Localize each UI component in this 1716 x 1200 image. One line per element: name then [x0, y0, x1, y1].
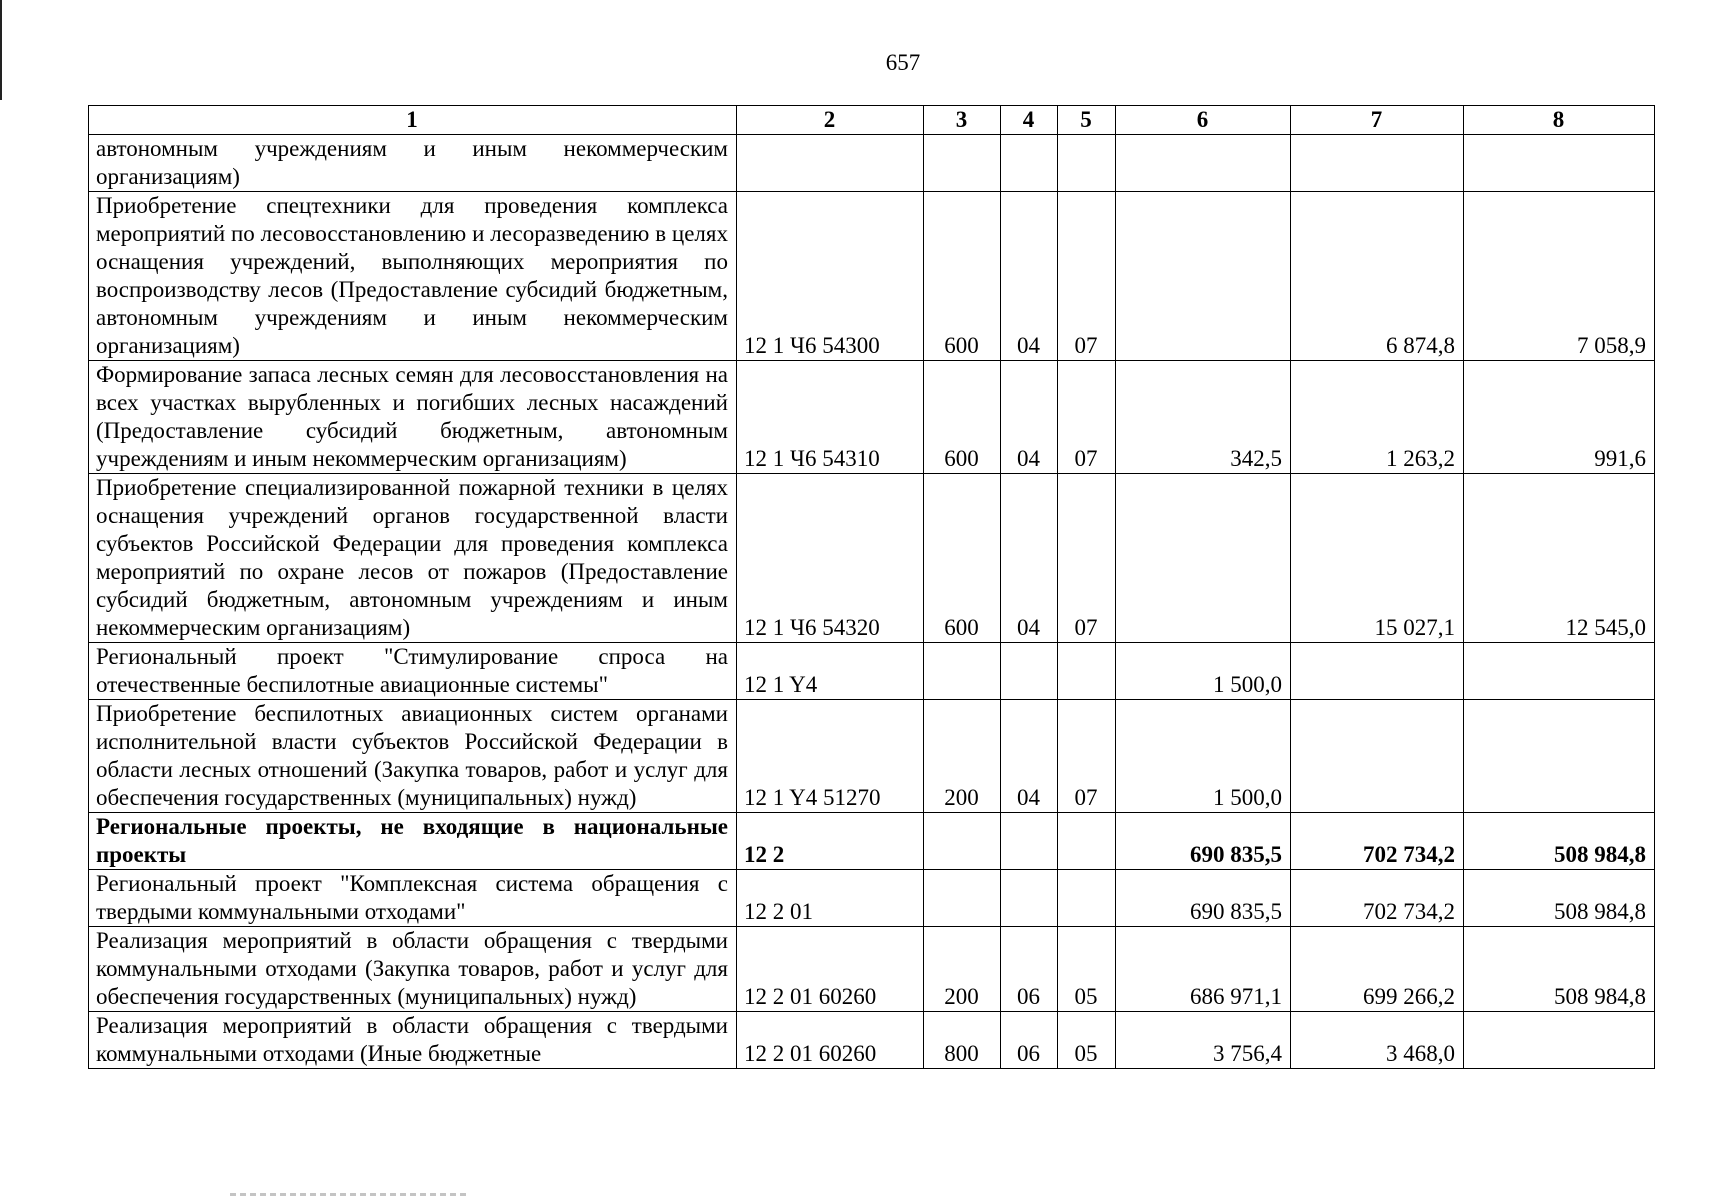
- row-section-cell: [1001, 813, 1058, 870]
- row-code-cell: 12 1 Ч6 54300: [737, 192, 924, 361]
- row-amount-col6-cell: 686 971,1: [1116, 927, 1291, 1012]
- row-amount-col7-cell: 699 266,2: [1291, 927, 1464, 1012]
- row-subsection-cell: 07: [1058, 192, 1116, 361]
- row-section-cell: [1001, 870, 1058, 927]
- row-expense-type-cell: [924, 643, 1001, 700]
- row-code-cell: 12 2: [737, 813, 924, 870]
- row-expense-type-cell: [924, 813, 1001, 870]
- row-amount-col7-cell: 15 027,1: [1291, 474, 1464, 643]
- row-expense-type-cell: 600: [924, 192, 1001, 361]
- row-name-cell: автономным учреждениям и иным некоммерческим организациям): [89, 135, 737, 192]
- budget-table: [88, 105, 1655, 1069]
- row-amount-col7-cell: 3 468,0: [1291, 1012, 1464, 1069]
- row-name-cell: Реализация мероприятий в области обращения с твердыми коммунальными отходами (Иные бюджетные: [89, 1012, 737, 1069]
- row-section-cell: 04: [1001, 474, 1058, 643]
- table-row: [89, 1012, 1655, 1069]
- table-row: [89, 192, 1655, 361]
- row-amount-col8-cell: 508 984,8: [1464, 870, 1655, 927]
- row-subsection-cell: 07: [1058, 700, 1116, 813]
- row-code-cell: 12 2 01: [737, 870, 924, 927]
- row-subsection-cell: [1058, 643, 1116, 700]
- row-name-cell: Приобретение специализированной пожарной техники в целях оснащения учреждений органов государственной власти субъектов Российской Федерации для проведения комплекса мероприятий по охране лесов от пожаров (Предоставление субсидий бюджетным, автономным учреждениям и иным некоммерческим организациям): [89, 474, 737, 643]
- row-section-cell: [1001, 135, 1058, 192]
- row-subsection-cell: 07: [1058, 474, 1116, 643]
- row-section-cell: 06: [1001, 1012, 1058, 1069]
- row-name-cell: Региональные проекты, не входящие в национальные проекты: [89, 813, 737, 870]
- scan-artifact: [230, 1193, 470, 1196]
- row-subsection-cell: 05: [1058, 1012, 1116, 1069]
- page-number: 657: [885, 50, 921, 75]
- row-name-cell: Региональный проект "Стимулирование спроса на отечественные беспилотные авиационные системы": [89, 643, 737, 700]
- row-amount-col8-cell: [1464, 643, 1655, 700]
- table-row: [89, 700, 1655, 813]
- row-code-cell: 12 1 Y4 51270: [737, 700, 924, 813]
- row-expense-type-cell: 200: [924, 700, 1001, 813]
- row-name-cell: Формирование запаса лесных семян для лесовосстановления на всех участках вырубленных и погибших лесных насаждений (Предоставление субсидий бюджетным, автономным учреждениям и иным некоммерческим организациям): [89, 361, 737, 474]
- row-amount-col8-cell: [1464, 700, 1655, 813]
- row-amount-col6-cell: 690 835,5: [1116, 813, 1291, 870]
- header-col-4: 4: [1001, 106, 1058, 135]
- row-amount-col7-cell: 702 734,2: [1291, 813, 1464, 870]
- header-col-6: 6: [1116, 106, 1291, 135]
- row-amount-col8-cell: 508 984,8: [1464, 813, 1655, 870]
- table-row: [89, 361, 1655, 474]
- row-subsection-cell: [1058, 870, 1116, 927]
- row-code-cell: 12 2 01 60260: [737, 927, 924, 1012]
- header-col-8: 8: [1464, 106, 1655, 135]
- row-section-cell: 04: [1001, 192, 1058, 361]
- row-name-cell: Региональный проект "Комплексная система обращения с твердыми коммунальными отходами": [89, 870, 737, 927]
- row-amount-col6-cell: [1116, 474, 1291, 643]
- row-expense-type-cell: 600: [924, 474, 1001, 643]
- row-expense-type-cell: 800: [924, 1012, 1001, 1069]
- row-section-cell: 04: [1001, 700, 1058, 813]
- table-row: [89, 813, 1655, 870]
- row-amount-col8-cell: 508 984,8: [1464, 927, 1655, 1012]
- header-col-3: 3: [924, 106, 1001, 135]
- row-amount-col7-cell: [1291, 643, 1464, 700]
- row-expense-type-cell: 600: [924, 361, 1001, 474]
- row-amount-col6-cell: [1116, 135, 1291, 192]
- row-amount-col6-cell: [1116, 192, 1291, 361]
- row-subsection-cell: 05: [1058, 927, 1116, 1012]
- row-expense-type-cell: [924, 135, 1001, 192]
- row-name-cell: Приобретение спецтехники для проведения комплекса мероприятий по лесовосстановлению и лесоразведению в целях оснащения учреждений, выполняющих мероприятия по воспроизводству лесов (Предоставление субсидий бюджетным, автономным учреждениям и иным некоммерческим организациям): [89, 192, 737, 361]
- row-section-cell: 06: [1001, 927, 1058, 1012]
- header-col-2: 2: [737, 106, 924, 135]
- row-amount-col8-cell: 991,6: [1464, 361, 1655, 474]
- row-name-cell: Реализация мероприятий в области обращения с твердыми коммунальными отходами (Закупка товаров, работ и услуг для обеспечения государственных (муниципальных) нужд): [89, 927, 737, 1012]
- row-subsection-cell: [1058, 135, 1116, 192]
- row-section-cell: [1001, 643, 1058, 700]
- row-amount-col6-cell: 1 500,0: [1116, 643, 1291, 700]
- table-row: [89, 870, 1655, 927]
- table-body: [89, 135, 1655, 1069]
- row-amount-col8-cell: 12 545,0: [1464, 474, 1655, 643]
- row-section-cell: 04: [1001, 361, 1058, 474]
- row-amount-col6-cell: 1 500,0: [1116, 700, 1291, 813]
- row-amount-col8-cell: [1464, 135, 1655, 192]
- row-amount-col7-cell: [1291, 700, 1464, 813]
- row-code-cell: 12 2 01 60260: [737, 1012, 924, 1069]
- row-amount-col7-cell: 1 263,2: [1291, 361, 1464, 474]
- row-expense-type-cell: 200: [924, 927, 1001, 1012]
- row-amount-col8-cell: [1464, 1012, 1655, 1069]
- table-header-row: [89, 106, 1655, 135]
- row-code-cell: 12 1 Ч6 54320: [737, 474, 924, 643]
- row-code-cell: 12 1 Y4: [737, 643, 924, 700]
- table-row: [89, 474, 1655, 643]
- row-amount-col6-cell: 690 835,5: [1116, 870, 1291, 927]
- table-row: [89, 927, 1655, 1012]
- row-code-cell: [737, 135, 924, 192]
- row-amount-col8-cell: 7 058,9: [1464, 192, 1655, 361]
- row-subsection-cell: [1058, 813, 1116, 870]
- row-subsection-cell: 07: [1058, 361, 1116, 474]
- header-col-7: 7: [1291, 106, 1464, 135]
- row-amount-col6-cell: 342,5: [1116, 361, 1291, 474]
- table-row: [89, 135, 1655, 192]
- row-amount-col7-cell: 702 734,2: [1291, 870, 1464, 927]
- row-expense-type-cell: [924, 870, 1001, 927]
- row-amount-col7-cell: 6 874,8: [1291, 192, 1464, 361]
- table-row: [89, 643, 1655, 700]
- row-name-cell: Приобретение беспилотных авиационных систем органами исполнительной власти субъектов Российской Федерации в области лесных отношений (Закупка товаров, работ и услуг для обеспечения государственных (муниципальных) нужд): [89, 700, 737, 813]
- header-col-1: 1: [89, 106, 737, 135]
- row-amount-col6-cell: 3 756,4: [1116, 1012, 1291, 1069]
- header-col-5: 5: [1058, 106, 1116, 135]
- row-amount-col7-cell: [1291, 135, 1464, 192]
- row-code-cell: 12 1 Ч6 54310: [737, 361, 924, 474]
